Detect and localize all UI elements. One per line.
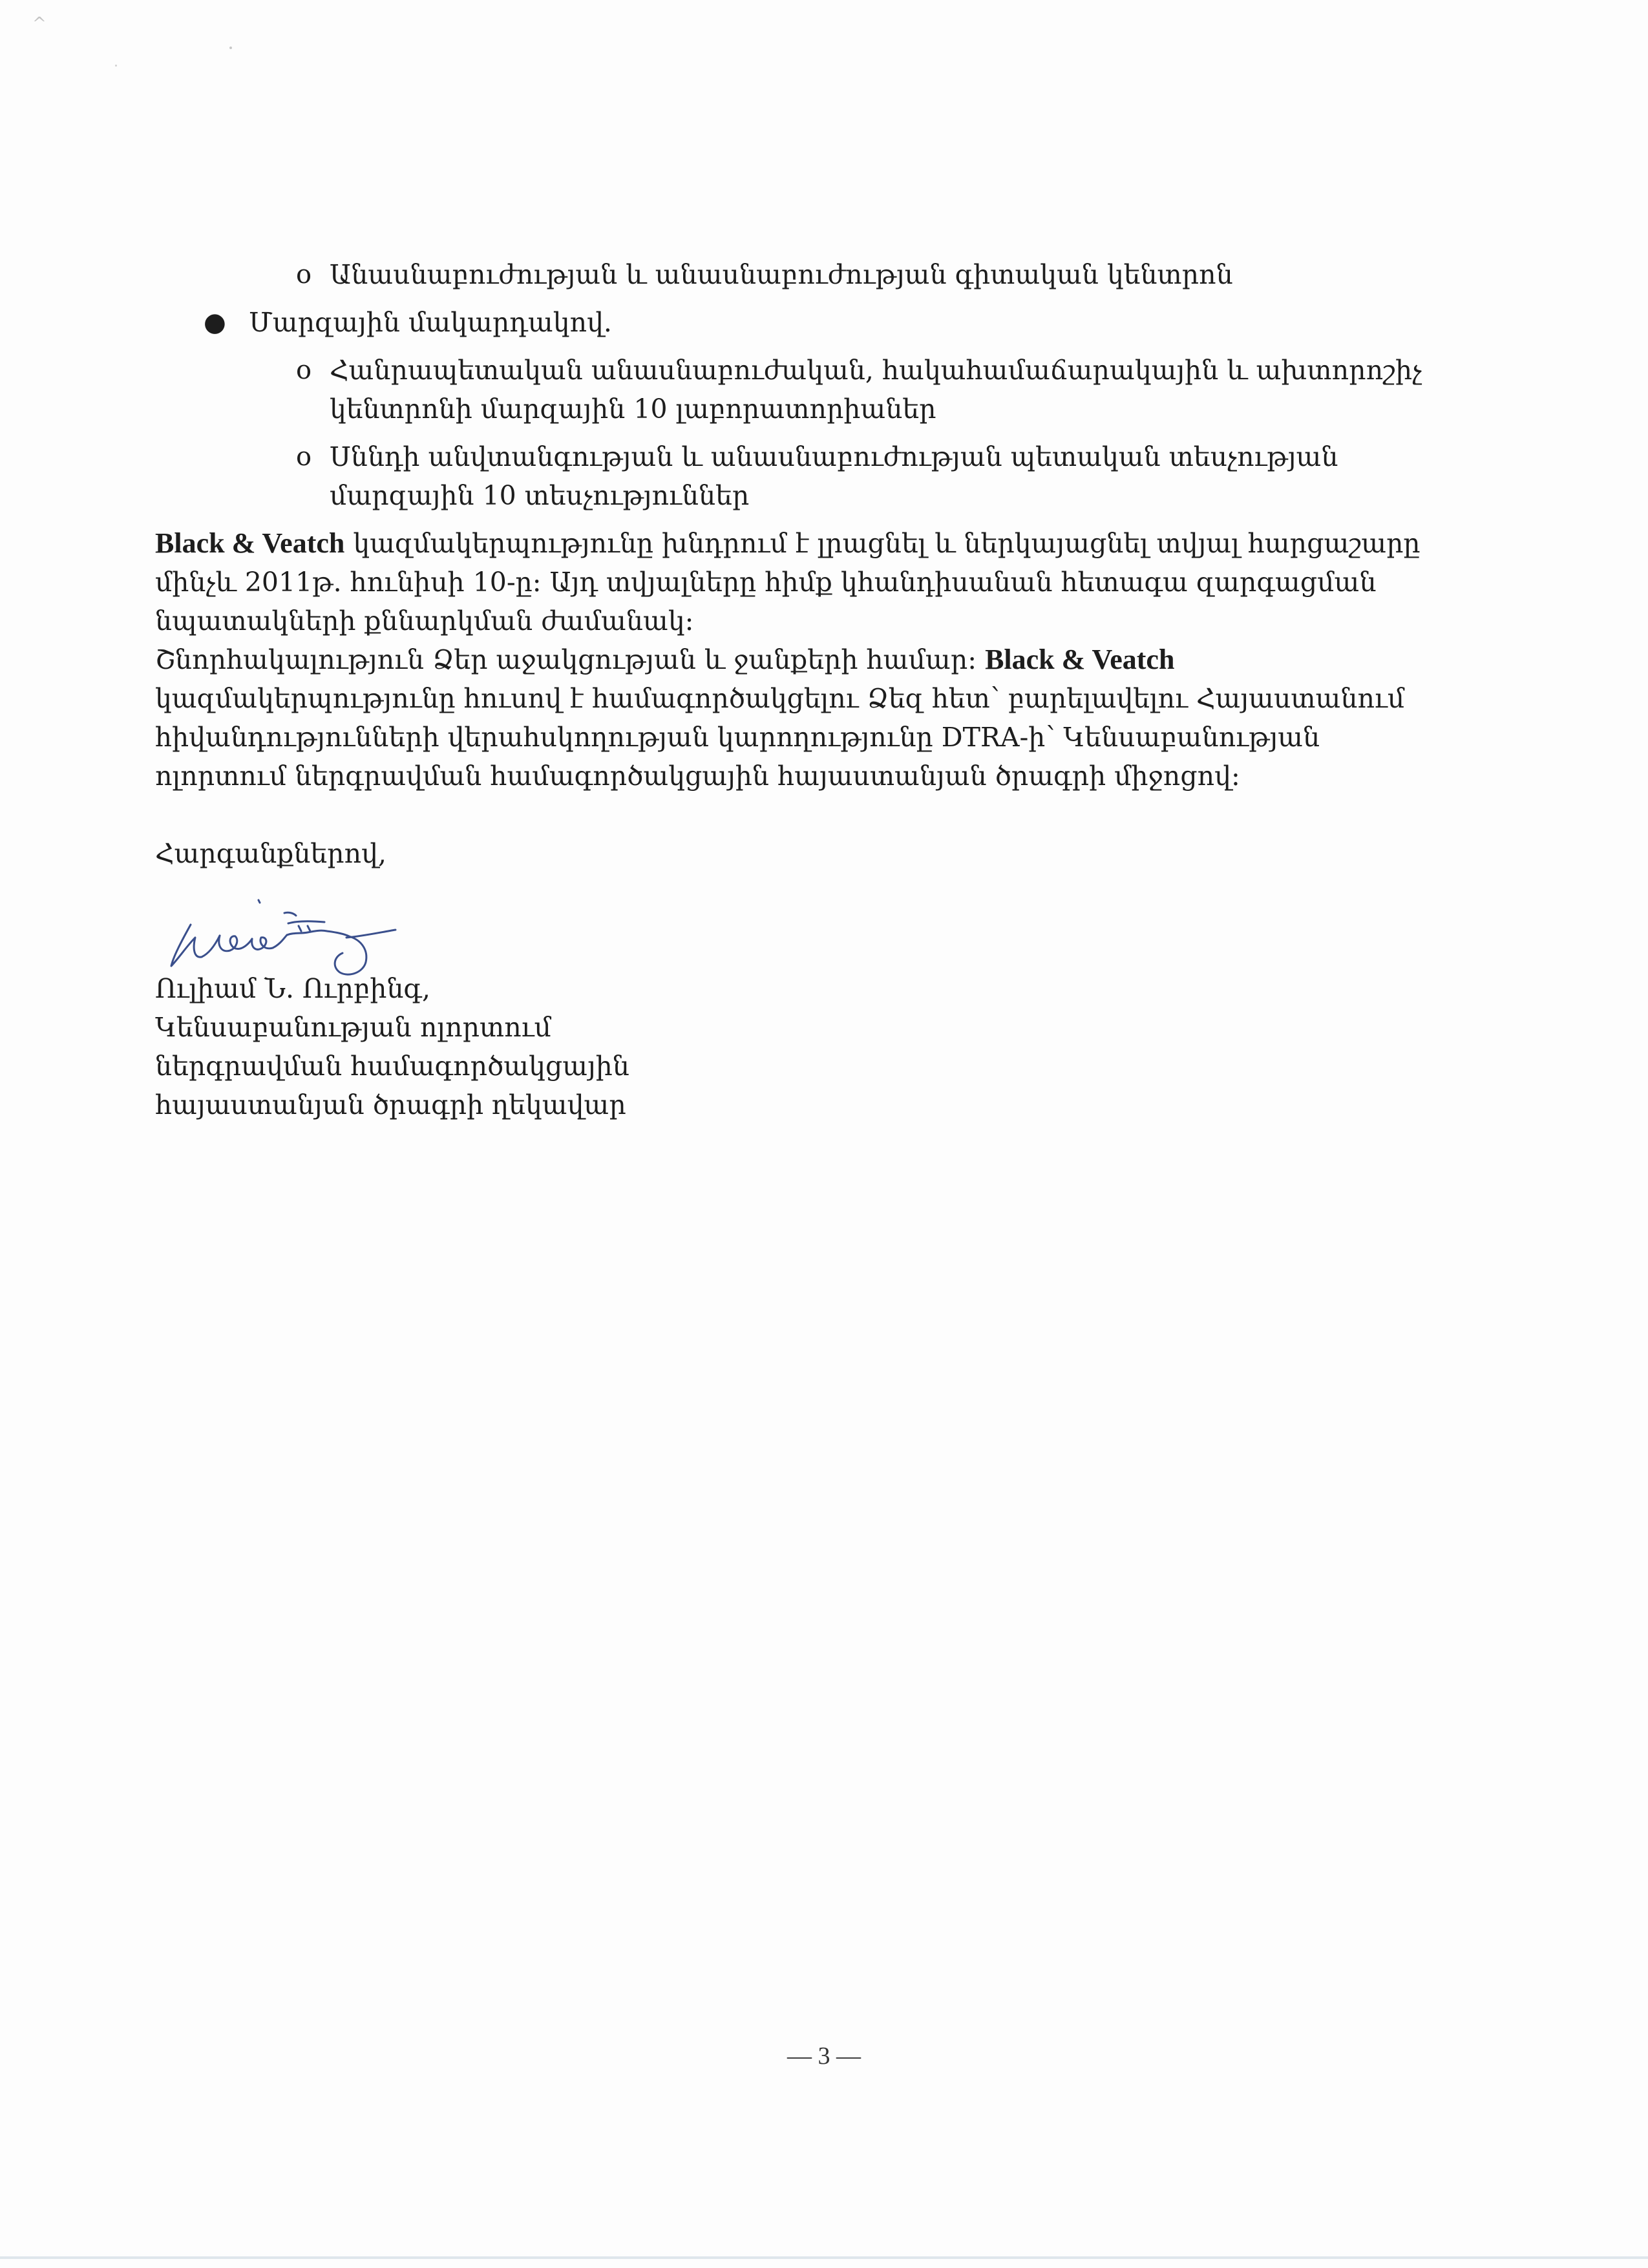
paragraph-text: կազմակերպությունը խնդրում է լրացնել և ներկայացնել տվյալ հարցաշարը [344,528,1421,559]
list-subitem-text: կենտրոնի մարզային 10 լաբորատորիաներ [330,394,936,425]
circle-bullet-icon: o [296,260,312,289]
company-name: Black & Veatch [155,527,345,559]
list-item-text: Մարզային մակարդակով. [249,307,612,338]
list-subitem [155,437,1499,515]
letter-body [155,255,1499,1124]
paragraph-line [155,524,1499,563]
scan-edge [0,2256,1648,2259]
paragraph-text: Շնորհակալություն Ձեր աջակցության և ջանքերի համար: [155,644,986,675]
paragraph-line: մինչև 2011թ. հունիսի 10-ը: Այդ տվյալները հիմք կհանդիսանան հետագա զարգացման [155,567,1377,598]
paragraph-line: հիվանդությունների վերահսկողության կարողությունը DTRA-ի՝ Կենսաբանության [155,722,1320,753]
paragraph-line: ոլորտում ներգրավման համագործակցային հայաստանյան ծրագրի միջոցով: [155,761,1240,792]
signer-title: ներգրավման համագործակցային [155,1051,629,1082]
list-subitem-text: Հանրապետական անասնաբուժական, հակահամաճարակային և ախտորոշիչ [330,355,1422,386]
salutation: Հարգանքներով, [155,838,387,869]
list-subitem [155,255,1499,294]
circle-bullet-icon: o [296,442,312,472]
list-item [155,303,1499,342]
paragraph-line: նպատակների քննարկման ժամանակ: [155,605,694,636]
circle-bullet-icon: o [296,355,312,385]
signer-name: Ուլիամ Ն. Ուրբինգ, [155,973,430,1004]
list-subitem-text: Անասնաբուժության և անասնաբուժության գիտական կենտրոն [330,259,1233,290]
scan-speck [115,65,117,67]
signature-image [155,881,491,981]
list-subitem-text: մարզային 10 տեսչություններ [330,480,750,511]
paragraph-thanks [155,640,1499,795]
scan-artifact: ^ [32,14,47,34]
bullet-icon: ● [204,308,226,337]
signature-icon [155,881,491,981]
paragraph-request [155,524,1499,640]
signer-title: Կենսաբանության ոլորտում [155,1012,551,1043]
paragraph-line: կազմակերպությունը հուսով է համագործակցելու Ձեզ հետ՝ բարելավելու Հայաստանում [155,683,1405,714]
paragraph-line [155,640,1499,679]
page-number: — 3 — [787,2042,861,2070]
list-subitem-text: Սննդի անվտանգության և անասնաբուժության պետական տեսչության [330,441,1338,472]
company-name: Black & Veatch [985,644,1175,675]
list-subitem [155,351,1499,428]
scan-speck [229,47,232,49]
signer-title: հայաստանյան ծրագրի ղեկավար [155,1089,626,1120]
